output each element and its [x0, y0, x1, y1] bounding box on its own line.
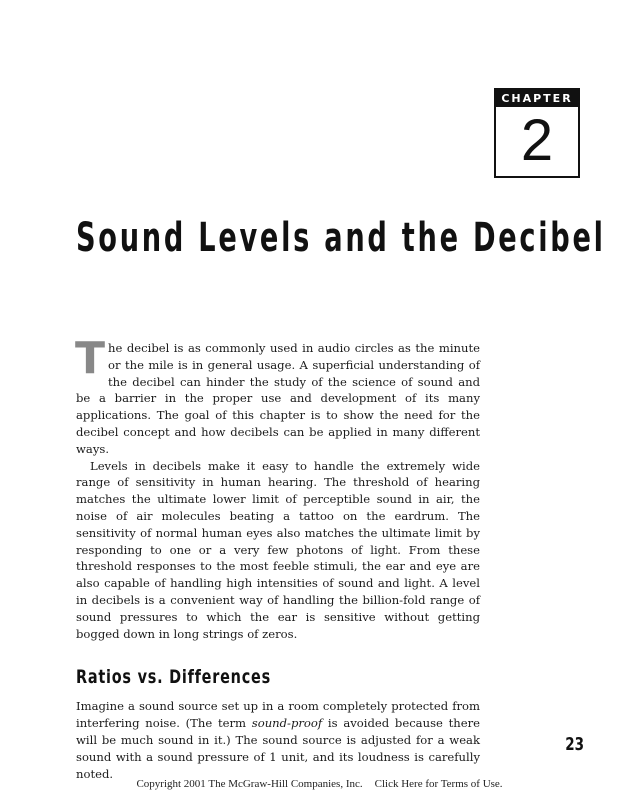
chapter-label: CHAPTER: [496, 90, 578, 107]
intro-paragraph-1-text: he decibel is as commonly used in audio circles as the minute or the mile is in general usage. A superficial understanding of the decibel can hinder the study of the science of sound and be a barrier in the proper use and development of its many applications. The goal of this chapter is to show the need for the decibel concept and how decibels can be applied in many different ways.: [76, 341, 480, 456]
section-emphasis: sound-proof: [251, 716, 323, 731]
chapter-title: Sound Levels and the Decibel: [76, 215, 606, 261]
terms-link[interactable]: Click Here for Terms of Use.: [374, 778, 503, 790]
drop-cap: T: [75, 333, 106, 384]
copyright-text: Copyright 2001 The McGraw-Hill Companies, Inc.: [136, 778, 363, 790]
intro-paragraph-1: [75, 333, 480, 458]
intro-paragraph-2: Levels in decibels make it easy to handle the extremely wide range of sensitivity in human hearing. The threshold of hearing matches the ultimate lower limit of perceptible sound in air, the noise of air molecules beating a tattoo on the eardrum. The sensitivity of normal human eyes also matches the ultimate limit by responding to one or a very few photons of light. From these threshold responses to the most feeble stimuli, the ear and eye are also capable of handling high intensities of sound and light. A level in decibels is a convenient way of handling the billion-fold range of sound pressures to which the ear is sensitive without getting bogged down in long strings of zeros.: [76, 458, 480, 641]
section-text-1: Imagine a sound source set up in a room completely protected from interfering noise. (The term: [76, 699, 480, 731]
chapter-badge: [494, 88, 580, 178]
section-text-2: is avoided because there will be much sound in it.) The sound source is adjusted for a weak sound with a sound pressure of 1 unit, and its loudness is carefully noted.: [76, 716, 480, 781]
page-number: 23: [565, 734, 584, 755]
footer: [0, 778, 639, 790]
body-text: [75, 333, 480, 782]
section-paragraph: [76, 698, 480, 782]
section-heading: Ratios vs. Differences: [76, 666, 271, 689]
chapter-number: 2: [520, 108, 554, 173]
